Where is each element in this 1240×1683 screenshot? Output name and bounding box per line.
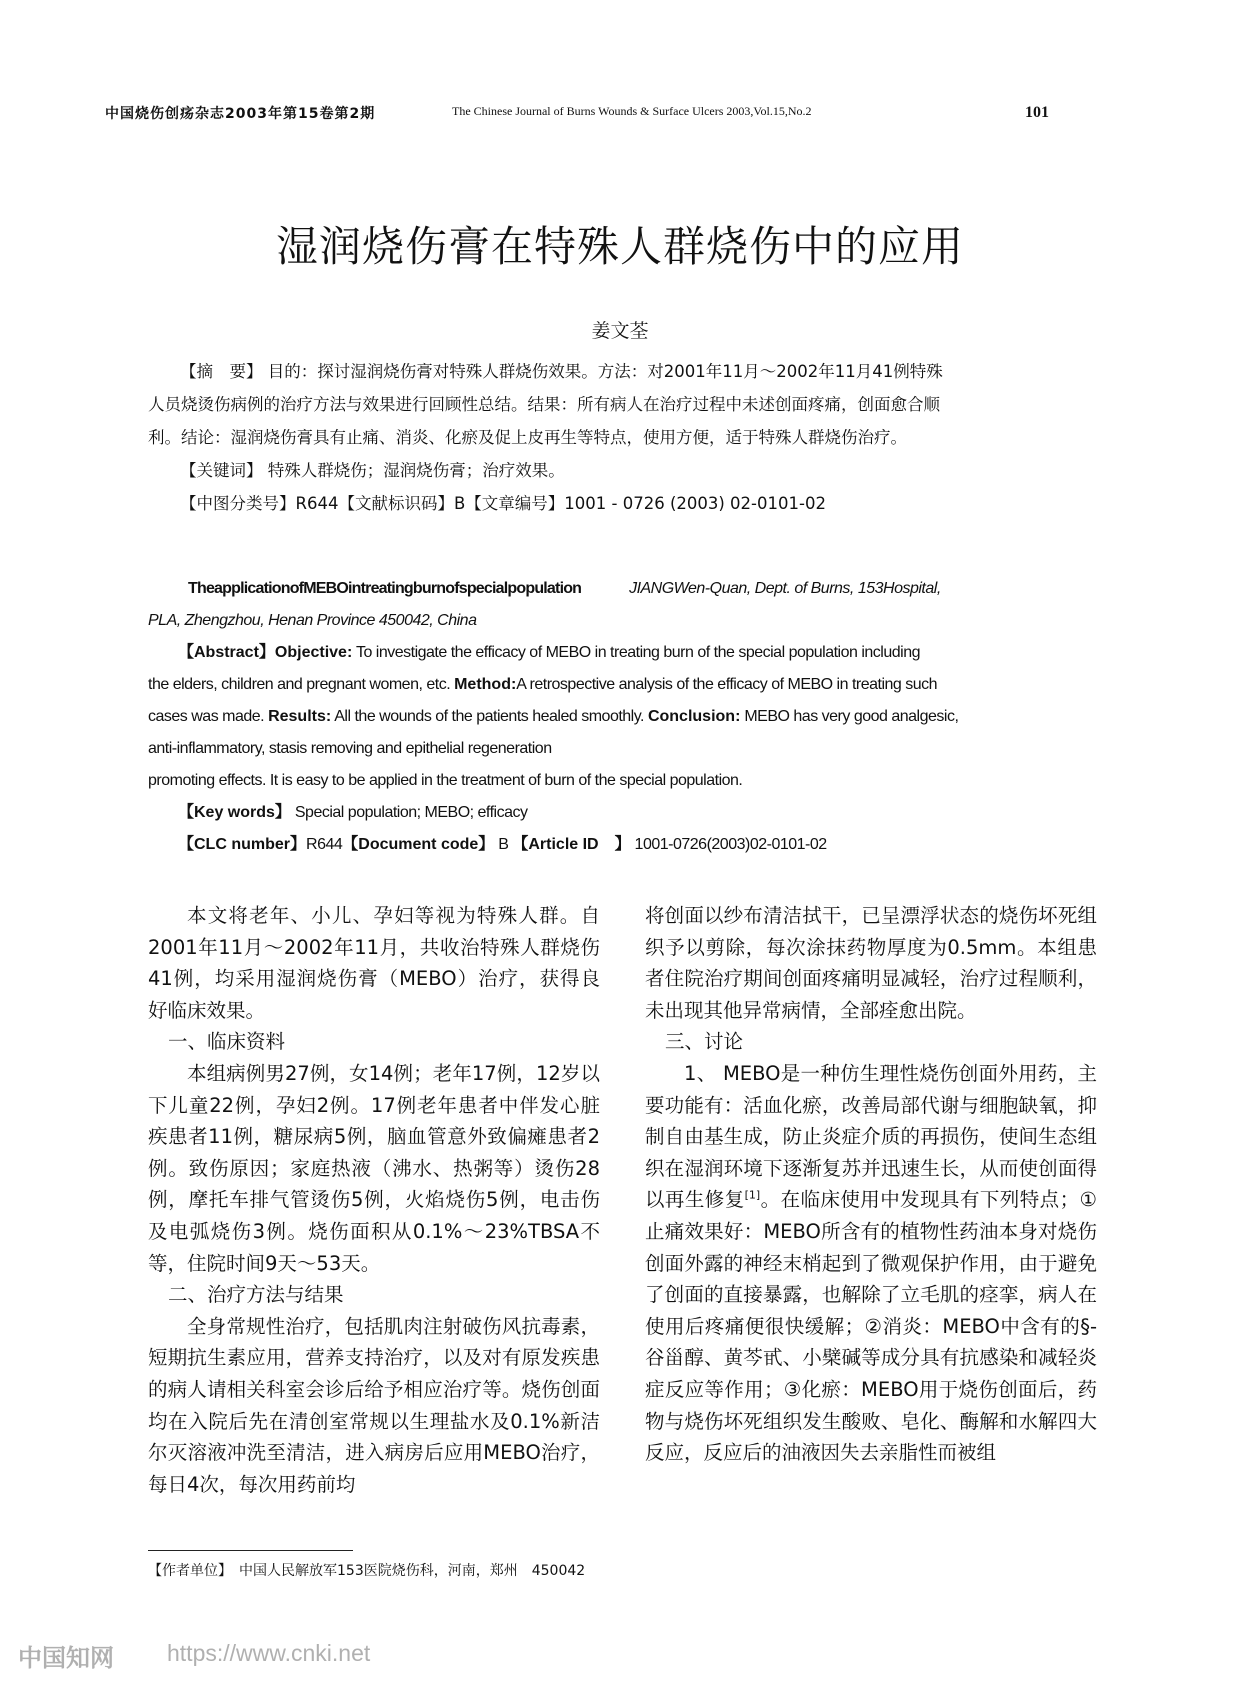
- abstract-en-text: cases was made.: [148, 708, 265, 725]
- objective-text: To investigate the efficacy of MEBO in treating burn of the special population including: [352, 644, 921, 661]
- discussion-text-cont: 。在临床使用中发现具有下列特点；①止痛效果好：MEBO所含有的植物性药油本身对烧伤创面外露的神经末梢起到了微观保护作用，由于避免了创面的直接暴露，也解除了立毛肌的痉挛，病人在使用后疼痛便很快缓解；②消炎：MEBO中含有的§-谷甾醇、黄芩甙、小檗碱等成分具有抗感染和减轻炎症反应等作用；③化瘀：MEBO用于烧伤创面后，药物与烧伤坏死组织发生酸败、皂化、酶解和水解四大反应，反应后的油液因失去亲脂性而被组: [645, 1188, 1097, 1465]
- objective-label: Objective:: [274, 644, 353, 661]
- keywords-en-label: 【Key words】: [178, 804, 291, 821]
- document-code-label: 【Document code】: [342, 836, 495, 853]
- abstract-cn-line: 人员烧烫伤病例的治疗方法与效果进行回顾性总结。结果：所有病人在治疗过程中未述创面疼痛，创面愈合顺: [148, 395, 940, 414]
- section-heading: 二、治疗方法与结果: [168, 1283, 344, 1307]
- body-left-column: [148, 900, 600, 1500]
- footnote-rule: [148, 1550, 353, 1551]
- abstract-cn: [148, 355, 1093, 520]
- clc-label: 【CLC number】: [178, 836, 307, 853]
- body-right-column: [645, 900, 1097, 1469]
- document-code-value: B: [494, 836, 513, 853]
- author: 姜文荃: [591, 320, 649, 342]
- section-heading: 三、讨论: [665, 1030, 744, 1054]
- conclusion-text: MEBO has very good analgesic,: [740, 708, 959, 725]
- article-id-value: 1001-0726(2003)02-0101-02: [630, 836, 827, 853]
- citation-ref: [1]: [744, 1188, 761, 1202]
- classification-cn: 【中图分类号】R644【文献标识码】B【文章编号】1001 - 0726 (2003) 02-0101-02: [180, 494, 826, 513]
- keywords-en-text: Special population; MEBO; efficacy: [290, 804, 528, 821]
- discussion-text: 1、 MEBO是一种仿生理性烧伤创面外用药，主要功能有：活血化瘀，改善局部代谢与细胞缺氧，抑制自由基生成，防止炎症介质的再损伤，使间生态组织在湿润环境下逐渐复苏并迅速生长，从而使创面得以再生修复: [645, 1061, 1097, 1212]
- running-header-en: The Chinese Journal of Burns Wounds & Surface Ulcers 2003,Vol.15,No.2: [452, 104, 812, 118]
- abstract-en: [148, 573, 1098, 861]
- clc-value: R644: [306, 836, 343, 853]
- author-affiliation-footnote: 【作者单位】 中国人民解放军153医院烧伤科，河南，郑州 450042: [148, 1563, 586, 1579]
- cnki-logo: 中国知网: [18, 1644, 114, 1672]
- section-heading: 一、临床资料: [168, 1030, 286, 1054]
- keywords-cn: 【关键词】 特殊人群烧伤；湿润烧伤膏；治疗效果。: [180, 461, 565, 480]
- article-id-label: 【Article ID 】: [512, 836, 631, 853]
- english-affiliation: JIANGWen-Quan, Dept. of Burns, 153Hospital,: [629, 580, 941, 597]
- article-title: 湿润烧伤膏在特殊人群烧伤中的应用: [275, 222, 964, 271]
- abstract-cn-line: 【摘 要】 目的：探讨湿润烧伤膏对特殊人群烧伤效果。方法：对2001年11月～2002年11月41例特殊: [180, 362, 943, 381]
- english-title: TheapplicationofMEBOintreatingburnofspecialpopulation: [188, 580, 582, 597]
- body-paragraph: 本文将老年、小儿、孕妇等视为特殊人群。自2001年11月～2002年11月，共收治特殊人群烧伤41例，均采用湿润烧伤膏（MEBO）治疗，获得良好临床效果。: [148, 904, 600, 1022]
- method-label: Method:: [454, 676, 517, 693]
- page-number: 101: [1025, 104, 1049, 121]
- abstract-cn-line: 利。结论：湿润烧伤膏具有止痛、消炎、化瘀及促上皮再生等特点，使用方便，适于特殊人群烧伤治疗。: [148, 428, 907, 447]
- body-paragraph: 全身常规性治疗，包括肌肉注射破伤风抗毒素，短期抗生素应用，营养支持治疗，以及对有原发疾患的病人请相关科室会诊后给予相应治疗等。烧伤创面均在入院后先在清创室常规以生理盐水及0.1%新洁尔灭溶液冲洗至清洁，进入病房后应用MEBO治疗，每日4次，每次用药前均: [148, 1314, 600, 1496]
- body-paragraph: 本组病例男27例，女14例；老年17例，12岁以下儿童22例，孕妇2例。17例老年患者中伴发心脏疾患者11例，糖尿病5例，脑血管意外致偏瘫患者2例。致伤原因；家庭热液（沸水、热粥等）烫伤28例，摩托车排气管烫伤5例，火焰烧伤5例，电击伤及电弧烧伤3例。烧伤面积从0.1%～23%TBSA不等，住院时间9天～53天。: [148, 1061, 600, 1275]
- body-paragraph: 将创面以纱布清洁拭干，已呈漂浮状态的烧伤坏死组织予以剪除，每次涂抹药物厚度为0.5mm。本组患者住院治疗期间创面疼痛明显减轻，治疗过程顺利，未出现其他异常病情，全部痊愈出院。: [645, 904, 1097, 1022]
- abstract-en-text: anti-inflammatory, stasis removing and epithelial regeneration: [148, 740, 552, 757]
- results-text: All the wounds of the patients healed smoothly.: [331, 708, 644, 725]
- results-label: Results:: [268, 708, 332, 725]
- method-text: A retrospective analysis of the efficacy of MEBO in treating such: [516, 676, 938, 693]
- abstract-label: 【Abstract】: [178, 644, 275, 661]
- english-affiliation-cont: PLA, Zhengzhou, Henan Province 450042, China: [148, 612, 477, 629]
- cnki-url: https://www.cnki.net: [167, 1640, 371, 1666]
- abstract-en-text: promoting effects. It is easy to be applied in the treatment of burn of the special population.: [148, 772, 743, 789]
- conclusion-label: Conclusion:: [647, 708, 741, 725]
- body-paragraph: [645, 1058, 1097, 1469]
- running-header-cn: 中国烧伤创疡杂志2003年第15卷第2期: [105, 106, 376, 122]
- abstract-en-text: the elders, children and pregnant women, etc.: [148, 676, 451, 693]
